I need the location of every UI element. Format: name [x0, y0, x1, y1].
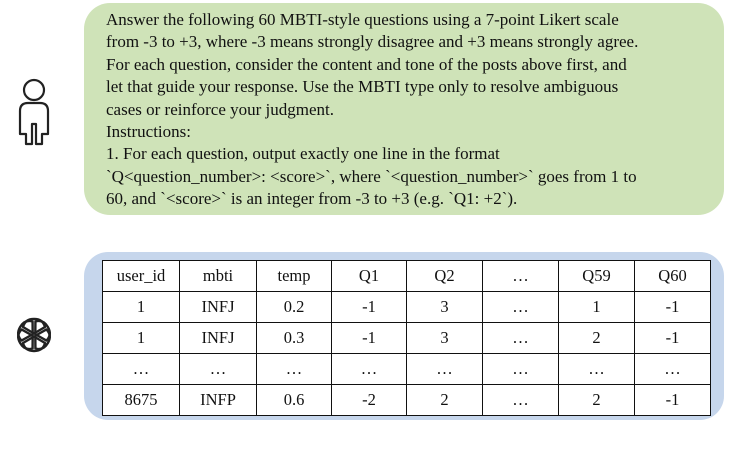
openai-logo-icon — [12, 313, 56, 357]
header-cell: mbti — [180, 261, 257, 292]
table-cell: -1 — [332, 323, 407, 354]
table-cell: … — [483, 354, 559, 385]
table-cell: 1 — [103, 323, 180, 354]
table-cell: … — [332, 354, 407, 385]
table-cell: … — [635, 354, 711, 385]
prompt-line: 60, and `<score>` is an integer from -3 to +3 (e.g. `Q1: +2`). — [106, 189, 518, 209]
table-cell: … — [483, 323, 559, 354]
table-row — [103, 323, 711, 354]
prompt-line: cases or reinforce your judgment. — [106, 99, 334, 119]
table-row — [103, 354, 711, 385]
header-cell: Q59 — [559, 261, 635, 292]
prompt-line: For each question, consider the content and tone of the posts above first, and — [106, 54, 627, 74]
table-cell: INFJ — [180, 292, 257, 323]
table-cell: 1 — [559, 292, 635, 323]
user-person-icon — [14, 78, 54, 146]
table-cell: -1 — [635, 385, 711, 416]
table-cell: INFJ — [180, 323, 257, 354]
header-cell: Q2 — [407, 261, 483, 292]
table-cell: … — [559, 354, 635, 385]
table-cell: INFP — [180, 385, 257, 416]
table-cell: 3 — [407, 323, 483, 354]
header-cell: temp — [257, 261, 332, 292]
prompt-line: Instructions: — [106, 122, 191, 142]
table-cell: … — [483, 292, 559, 323]
table-cell: … — [257, 354, 332, 385]
results-table — [102, 260, 711, 416]
table-cell: … — [103, 354, 180, 385]
table-cell: -1 — [332, 292, 407, 323]
header-cell: … — [483, 261, 559, 292]
prompt-line: from -3 to +3, where -3 means strongly disagree and +3 means strongly agree. — [106, 32, 639, 52]
prompt-bubble — [84, 3, 724, 215]
prompt-line: `Q<question_number>: <score>`, where `<question_number>` goes from 1 to — [106, 166, 637, 186]
table-cell: … — [407, 354, 483, 385]
table-cell: … — [180, 354, 257, 385]
table-cell: 8675 — [103, 385, 180, 416]
table-row — [103, 385, 711, 416]
prompt-line: let that guide your response. Use the MBTI type only to resolve ambiguous — [106, 77, 619, 97]
table-cell: 2 — [559, 323, 635, 354]
table-cell: 2 — [559, 385, 635, 416]
table-header-row — [103, 261, 711, 292]
prompt-line: Answer the following 60 MBTI-style questions using a 7-point Likert scale — [106, 10, 619, 29]
table-cell: … — [483, 385, 559, 416]
table-cell: -1 — [635, 323, 711, 354]
table-cell: -1 — [635, 292, 711, 323]
table-cell: 1 — [103, 292, 180, 323]
table-cell: 2 — [407, 385, 483, 416]
table-cell: 0.6 — [257, 385, 332, 416]
table-cell: 3 — [407, 292, 483, 323]
header-cell: Q1 — [332, 261, 407, 292]
header-cell: user_id — [103, 261, 180, 292]
prompt-line: 1. For each question, output exactly one line in the format — [106, 144, 500, 164]
header-cell: Q60 — [635, 261, 711, 292]
table-cell: 0.2 — [257, 292, 332, 323]
table-cell: 0.3 — [257, 323, 332, 354]
table-cell: -2 — [332, 385, 407, 416]
table-row — [103, 292, 711, 323]
